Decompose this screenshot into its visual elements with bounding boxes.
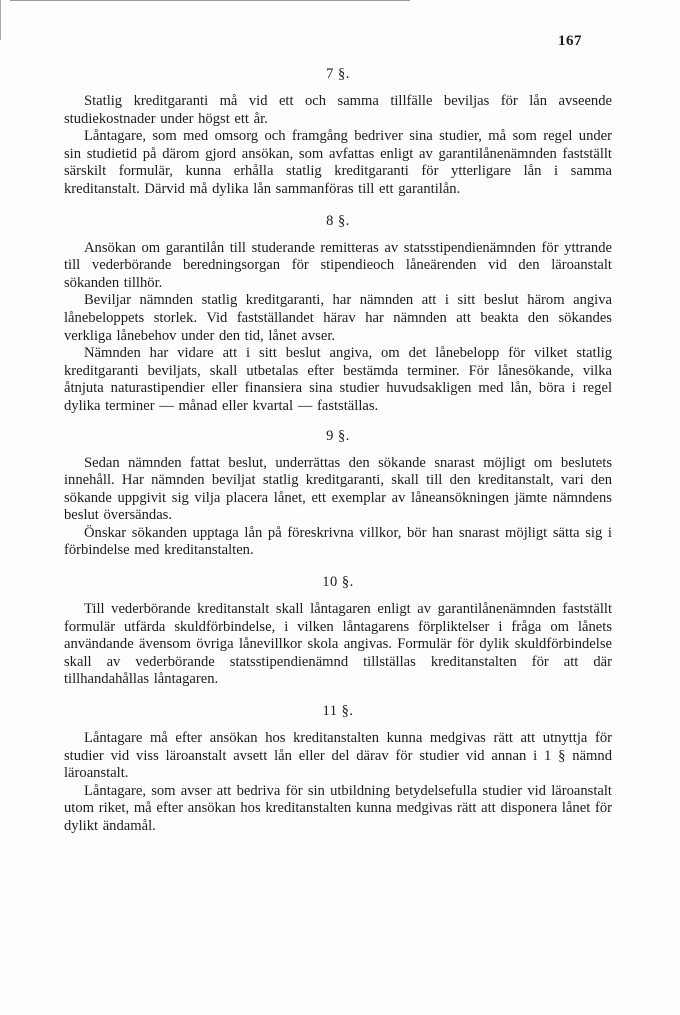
section-9 [64, 428, 612, 561]
section-heading: 10 §. [322, 574, 354, 591]
scan-border-left [0, 0, 1, 40]
scan-border-top [10, 0, 410, 1]
paragraph: Önskar sökanden upptaga lån på föreskrivna villkor, bör han snarast möjligt sätta sig i förbindelse med kreditanstalten. [64, 524, 612, 559]
section-heading: 7 §. [326, 66, 350, 82]
paragraph: Låntagare, som med omsorg och framgång bedriver sina studier, må som regel under sin studietid på därom gjord ansökan, som avfattas enligt av garantilånenämnden fastställt särskilt formulär, kunna erhålla statlig kreditgaranti för ytterligare lån i samma kreditanstalt. Därvid må dylika lån sammanföras till ett garantilån. [64, 128, 612, 197]
section-heading: 11 §. [322, 703, 354, 720]
document-body [64, 66, 612, 850]
section-11 [64, 703, 612, 836]
paragraph: Nämnden har vidare att i sitt beslut angiva, om det lånebelopp för vilket statlig kreditgaranti beviljats, skall utbetalas efter bestämda terminer. För lånesökande, vilka åtnjuta naturastipendier eller finansiera sina studier huvudsakligen med lån, böra i regel dylika terminer — månad eller kvartal — fastställas. [64, 345, 612, 414]
paragraph: Till vederbörande kreditanstalt skall låntagaren enligt av garantilånenämnden fastställt formulär utfärda skuldförbindelse, i vilken låntagarens förpliktelser i fråga om lånets användande ävensom övriga lånevillkor skola angivas. Formulär för dylik skuldförbindelse skall av vederbörande statsstipendienämnd tillställas kreditanstalten för att där tillhandahållas låntagaren. [64, 601, 612, 688]
paragraph: Låntagare må efter ansökan hos kreditanstalten kunna medgivas rätt att utnyttja för studier vid viss läroanstalt avsett lån eller del därav för studier vid annan i 1 § nämnd läroanstalt. [64, 730, 612, 782]
section-8 [64, 213, 612, 416]
paragraph: Beviljar nämnden statlig kreditgaranti, har nämnden att i sitt beslut härom angiva lånebeloppets storlek. Vid fastställandet härav har nämnden att beakta den sökandes verkliga lånebehov under den tid, lånet avser. [64, 292, 612, 344]
paragraph: Låntagare, som avser att bedriva för sin utbildning betydelsefulla studier vid läroanstalt utom riket, må efter ansökan hos kreditanstalten kunna medgivas rätt att disponera lånet för dylikt ändamål. [64, 782, 612, 834]
paragraph: Sedan nämnden fattat beslut, underrättas den sökande snarast möjligt om beslutets innehåll. Har nämnden beviljat statlig kreditgaranti, skall till den kreditanstalt, vari den sökande uppgivit sig vilja placera lånet, ett exemplar av låneansökningen jämte nämndens beslut översändas. [64, 454, 612, 524]
section-7 [64, 66, 612, 199]
paragraph: Ansökan om garantilån till studerande remitteras av statsstipendienämnden för yttrande till vederbörande beredningsorgan för stipendieoch låneärenden vid den läroanstalt sökanden tillhör. [64, 239, 612, 291]
paragraph: Statlig kreditgaranti må vid ett och samma tillfälle beviljas för lån avseende studiekostnader under högst ett år. [64, 93, 612, 127]
section-heading: 9 §. [326, 427, 350, 444]
section-heading: 8 §. [326, 212, 350, 229]
page-number: 167 [558, 33, 582, 49]
section-10 [64, 574, 612, 689]
